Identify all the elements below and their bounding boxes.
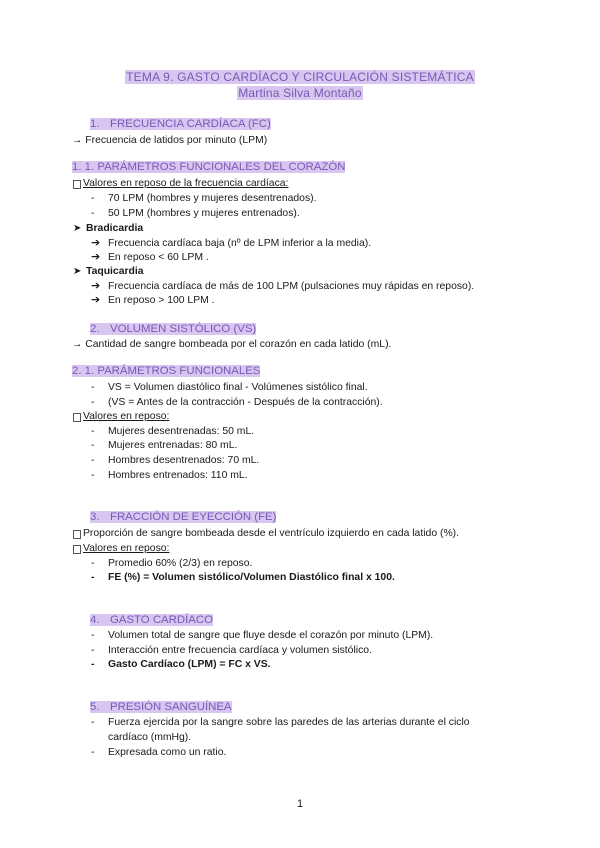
dash-bullet-icon: -	[91, 470, 95, 481]
list-item: Frecuencia cardíaca baja (nº de LPM inferior a la media).	[108, 238, 372, 249]
section-1-definition: → Frecuencia de latidos por minuto (LPM)	[72, 135, 268, 146]
checkbox-icon	[73, 413, 81, 422]
section-5-heading: 5. PRESIÓN SANGUÍNEA	[90, 701, 232, 713]
chevron-bullet-icon: ➤	[73, 223, 82, 234]
subsection-2-1-heading: 2. 1. PARÁMETROS FUNCIONALES	[72, 365, 261, 377]
section-2-definition: → Cantidad de sangre bombeada por el corazón en cada latido (mL).	[72, 339, 392, 350]
list-item: Hombres desentrenados: 70 mL.	[108, 455, 260, 466]
bradycardia-label: Bradicardia	[86, 223, 144, 234]
dash-bullet-icon: -	[91, 558, 95, 569]
document-title: TEMA 9. GASTO CARDÍACO Y CIRCULACIÓN SISTEMÁTICA	[126, 70, 474, 84]
list-item: Volumen total de sangre que fluye desde el corazón por minuto (LPM).	[108, 630, 434, 641]
section-2-heading: 2. VOLUMEN SISTÓLICO (VS)	[90, 323, 257, 335]
subsection-1-1-heading: 1. 1. PARÁMETROS FUNCIONALES DEL CORAZÓN	[72, 161, 346, 173]
cardiac-output-formula: Gasto Cardíaco (LPM) = FC x VS.	[108, 659, 271, 670]
list-item: 70 LPM (hombres y mujeres desentrenados).	[108, 193, 317, 204]
arrow-bullet-icon: ➔	[91, 237, 101, 249]
list-item: Fuerza ejercida por la sangre sobre las paredes de las arterias durante el ciclo	[108, 717, 470, 728]
list-item: Expresada como un ratio.	[108, 747, 227, 758]
tachycardia-label: Taquicardia	[86, 266, 144, 277]
dash-bullet-icon: -	[91, 426, 95, 437]
list-item: (VS = Antes de la contracción - Después de la contracción).	[108, 397, 383, 408]
rest-values-label: Valores en reposo:	[83, 543, 170, 554]
checkbox-icon	[73, 530, 81, 539]
ejection-fraction-formula: FE (%) = Volumen sistólico/Volumen Diastólico final x 100.	[108, 572, 395, 583]
list-item: En reposo < 60 LPM .	[108, 252, 209, 263]
dash-bullet-icon: -	[91, 645, 95, 656]
list-item: Promedio 60% (2/3) en reposo.	[108, 558, 253, 569]
document-author: Martina Silva Montaño	[238, 86, 362, 100]
dash-bullet-icon: -	[91, 208, 95, 219]
page-number: 1	[296, 798, 304, 810]
arrow-bullet-icon: ➔	[91, 280, 101, 292]
chevron-bullet-icon: ➤	[73, 266, 82, 277]
list-item: Mujeres entrenadas: 80 mL.	[108, 440, 238, 451]
dash-bullet-icon: -	[91, 747, 95, 758]
dash-bullet-icon: -	[91, 397, 95, 408]
dash-bullet-icon: -	[91, 572, 95, 583]
section-1-heading: 1. FRECUENCIA CARDÍACA (FC)	[90, 118, 271, 130]
rest-values-label: Valores en reposo:	[83, 411, 170, 422]
dash-bullet-icon: -	[91, 630, 95, 641]
list-item-continuation: cardíaco (mmHg).	[108, 732, 192, 743]
list-item: Hombres entrenados: 110 mL.	[108, 470, 248, 481]
checkbox-icon	[73, 545, 81, 554]
arrow-bullet-icon: ➔	[91, 251, 101, 263]
dash-bullet-icon: -	[91, 717, 95, 728]
list-item: Interacción entre frecuencia cardíaca y volumen sistólico.	[108, 645, 372, 656]
section-3-definition: Proporción de sangre bombeada desde el ventrículo izquierdo en cada latido (%).	[83, 528, 460, 539]
rest-values-label: Valores en reposo de la frecuencia cardíaca:	[83, 178, 289, 189]
list-item: 50 LPM (hombres y mujeres entrenados).	[108, 208, 300, 219]
list-item: En reposo > 100 LPM .	[108, 295, 215, 306]
dash-bullet-icon: -	[91, 659, 95, 670]
arrow-bullet-icon: ➔	[91, 294, 101, 306]
dash-bullet-icon: -	[91, 193, 95, 204]
dash-bullet-icon: -	[91, 455, 95, 466]
checkbox-icon	[73, 180, 81, 189]
dash-bullet-icon: -	[91, 440, 95, 451]
section-4-heading: 4. GASTO CARDÍACO	[90, 614, 213, 626]
list-item: Mujeres desentrenadas: 50 mL.	[108, 426, 255, 437]
list-item: VS = Volumen diastólico final - Volúmenes sistólico final.	[108, 382, 368, 393]
dash-bullet-icon: -	[91, 382, 95, 393]
list-item: Frecuencia cardíaca de más de 100 LPM (pulsaciones muy rápidas en reposo).	[108, 281, 475, 292]
section-3-heading: 3. FRACCIÓN DE EYECCIÓN (FE)	[90, 511, 277, 523]
